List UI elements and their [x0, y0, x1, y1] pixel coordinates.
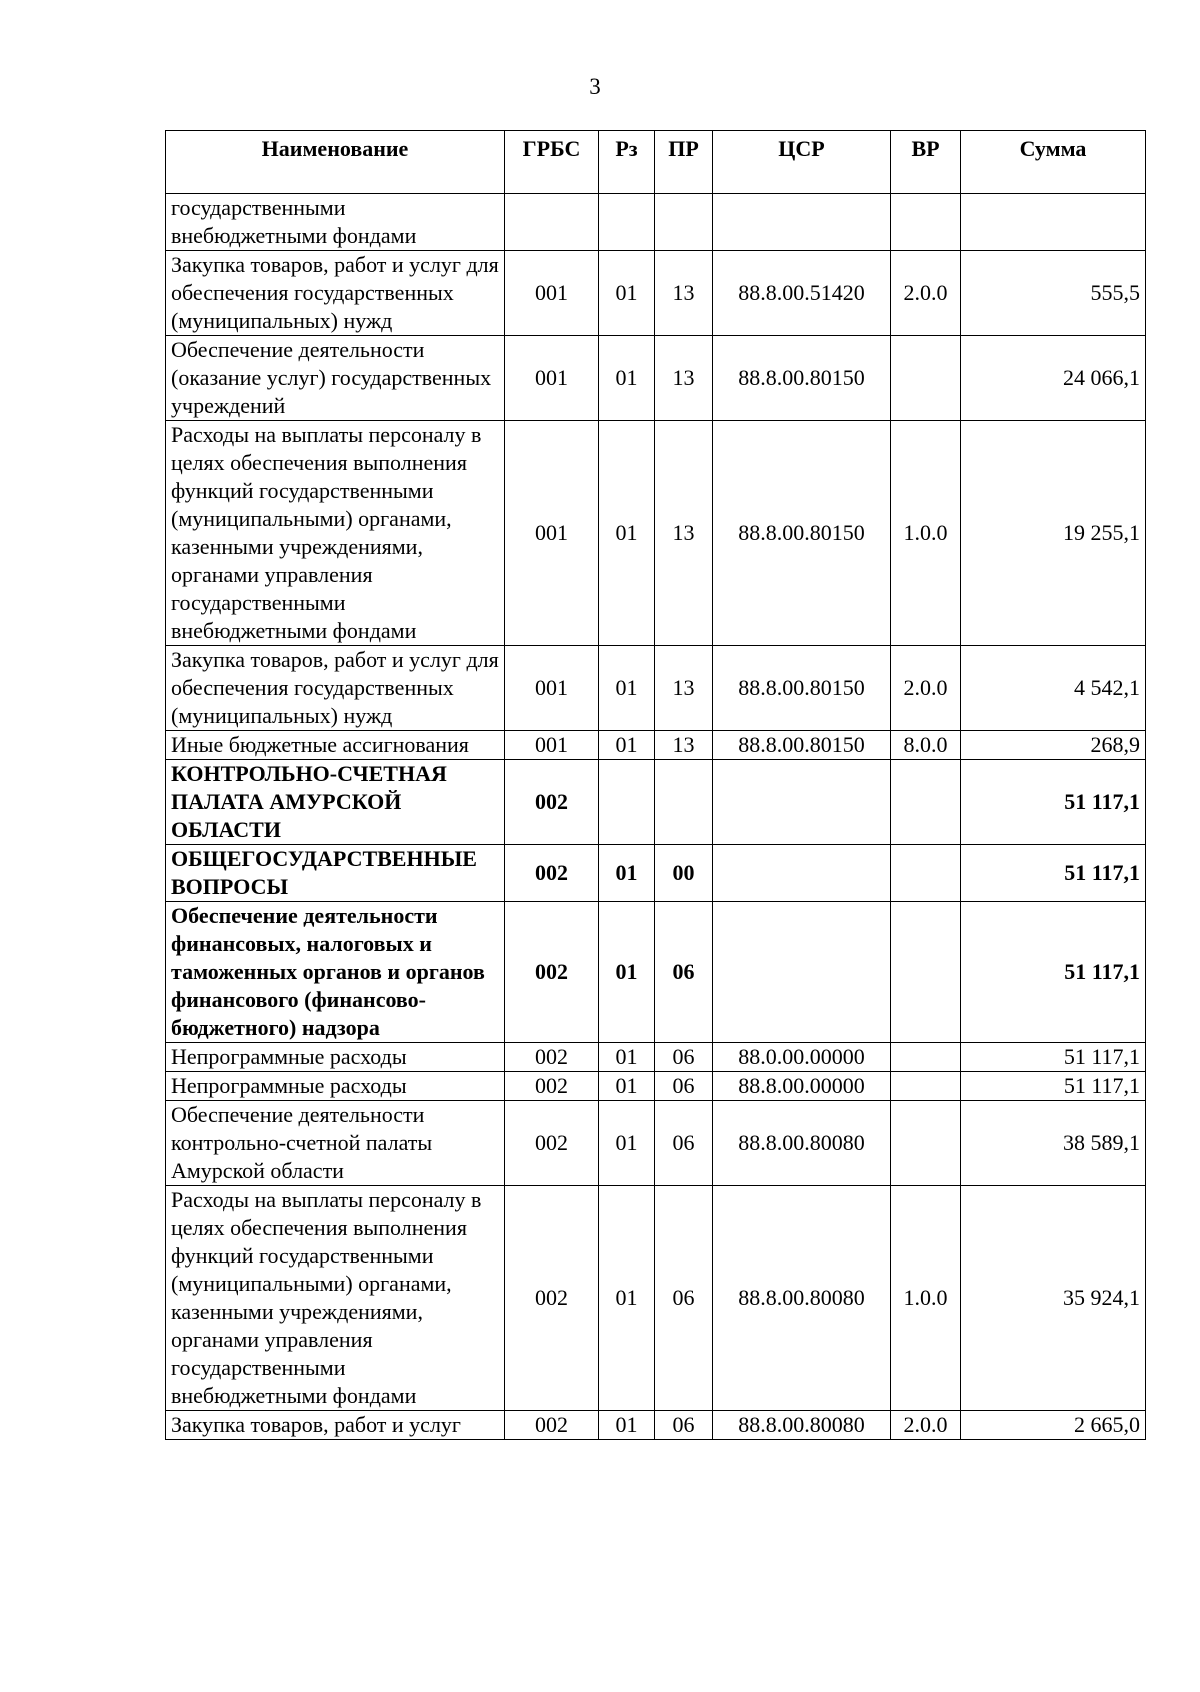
cell-name: Обеспечение деятельности финансовых, налоговых и таможенных органов и органов финансового (финансово-бюджетного) надзора — [166, 902, 505, 1043]
cell-sum: 51 117,1 — [961, 1043, 1146, 1072]
cell-rz: 01 — [599, 251, 655, 336]
cell-name: КОНТРОЛЬНО-СЧЕТНАЯ ПАЛАТА АМУРСКОЙ ОБЛАСТИ — [166, 760, 505, 845]
cell-vr — [891, 760, 961, 845]
cell-rz — [599, 194, 655, 251]
table-row — [166, 646, 1146, 731]
header-pr: ПР — [655, 131, 713, 194]
cell-grbs: 002 — [505, 1072, 599, 1101]
cell-csr — [713, 760, 891, 845]
page-number: 3 — [589, 74, 601, 99]
budget-table — [165, 130, 1146, 1440]
cell-rz: 01 — [599, 1043, 655, 1072]
cell-rz: 01 — [599, 902, 655, 1043]
cell-pr: 06 — [655, 1411, 713, 1440]
cell-grbs — [505, 194, 599, 251]
cell-csr: 88.8.00.80150 — [713, 646, 891, 731]
cell-name: Обеспечение деятельности (оказание услуг) государственных учреждений — [166, 336, 505, 421]
cell-csr: 88.8.00.80080 — [713, 1101, 891, 1186]
cell-vr — [891, 194, 961, 251]
cell-rz: 01 — [599, 845, 655, 902]
cell-pr: 13 — [655, 421, 713, 646]
cell-pr: 13 — [655, 646, 713, 731]
cell-grbs: 001 — [505, 336, 599, 421]
cell-csr — [713, 902, 891, 1043]
table-header-row — [166, 131, 1146, 194]
cell-pr: 00 — [655, 845, 713, 902]
cell-sum: 24 066,1 — [961, 336, 1146, 421]
cell-pr: 06 — [655, 1186, 713, 1411]
cell-sum: 38 589,1 — [961, 1101, 1146, 1186]
cell-vr: 2.0.0 — [891, 1411, 961, 1440]
cell-vr — [891, 845, 961, 902]
cell-grbs: 001 — [505, 421, 599, 646]
header-csr: ЦСР — [713, 131, 891, 194]
cell-rz: 01 — [599, 1411, 655, 1440]
table-row — [166, 1186, 1146, 1411]
cell-rz: 01 — [599, 421, 655, 646]
cell-csr — [713, 845, 891, 902]
cell-vr — [891, 1072, 961, 1101]
table-row — [166, 251, 1146, 336]
cell-vr: 8.0.0 — [891, 731, 961, 760]
cell-csr: 88.8.00.51420 — [713, 251, 891, 336]
cell-vr: 2.0.0 — [891, 251, 961, 336]
cell-vr — [891, 336, 961, 421]
table-row — [166, 194, 1146, 251]
cell-sum: 51 117,1 — [961, 1072, 1146, 1101]
cell-grbs: 002 — [505, 902, 599, 1043]
header-vr: ВР — [891, 131, 961, 194]
cell-sum — [961, 194, 1146, 251]
cell-sum: 35 924,1 — [961, 1186, 1146, 1411]
cell-sum: 2 665,0 — [961, 1411, 1146, 1440]
table-row — [166, 1101, 1146, 1186]
cell-rz: 01 — [599, 1101, 655, 1186]
cell-vr: 1.0.0 — [891, 1186, 961, 1411]
cell-csr: 88.8.00.80150 — [713, 421, 891, 646]
cell-pr: 06 — [655, 1072, 713, 1101]
cell-name: Непрограммные расходы — [166, 1072, 505, 1101]
cell-grbs: 001 — [505, 646, 599, 731]
cell-csr: 88.8.00.00000 — [713, 1072, 891, 1101]
cell-grbs: 001 — [505, 731, 599, 760]
header-sum: Сумма — [961, 131, 1146, 194]
cell-csr: 88.0.00.00000 — [713, 1043, 891, 1072]
table-row — [166, 336, 1146, 421]
cell-sum: 51 117,1 — [961, 902, 1146, 1043]
cell-name: ОБЩЕГОСУДАРСТВЕННЫЕ ВОПРОСЫ — [166, 845, 505, 902]
cell-grbs: 002 — [505, 1101, 599, 1186]
cell-pr — [655, 194, 713, 251]
header-name: Наименование — [166, 131, 505, 194]
cell-name: Расходы на выплаты персоналу в целях обеспечения выполнения функций государственными (муниципальными) органами, казенными учреждениями, органами управления государственными внебюджетными фондами — [166, 421, 505, 646]
cell-sum: 4 542,1 — [961, 646, 1146, 731]
cell-name: Непрограммные расходы — [166, 1043, 505, 1072]
cell-rz: 01 — [599, 646, 655, 731]
table-row — [166, 1043, 1146, 1072]
cell-rz: 01 — [599, 731, 655, 760]
cell-pr: 06 — [655, 1101, 713, 1186]
cell-name: Обеспечение деятельности контрольно-счетной палаты Амурской области — [166, 1101, 505, 1186]
cell-name: Расходы на выплаты персоналу в целях обеспечения выполнения функций государственными (муниципальными) органами, казенными учреждениями, органами управления государственными внебюджетными фондами — [166, 1186, 505, 1411]
cell-grbs: 002 — [505, 1411, 599, 1440]
cell-sum: 51 117,1 — [961, 760, 1146, 845]
cell-vr — [891, 1101, 961, 1186]
cell-grbs: 002 — [505, 845, 599, 902]
table-row — [166, 1072, 1146, 1101]
cell-grbs: 002 — [505, 1186, 599, 1411]
cell-name: Закупка товаров, работ и услуг для обеспечения государственных (муниципальных) нужд — [166, 646, 505, 731]
table-row — [166, 731, 1146, 760]
table-row — [166, 760, 1146, 845]
cell-name: государственными внебюджетными фондами — [166, 194, 505, 251]
cell-csr: 88.8.00.80080 — [713, 1411, 891, 1440]
cell-csr — [713, 194, 891, 251]
table-row — [166, 902, 1146, 1043]
cell-rz: 01 — [599, 1186, 655, 1411]
cell-pr: 13 — [655, 336, 713, 421]
header-grbs: ГРБС — [505, 131, 599, 194]
cell-name: Закупка товаров, работ и услуг — [166, 1411, 505, 1440]
cell-pr — [655, 760, 713, 845]
cell-grbs: 002 — [505, 1043, 599, 1072]
cell-vr: 2.0.0 — [891, 646, 961, 731]
table-row — [166, 845, 1146, 902]
cell-pr: 13 — [655, 731, 713, 760]
cell-csr: 88.8.00.80080 — [713, 1186, 891, 1411]
table-row — [166, 421, 1146, 646]
cell-pr: 06 — [655, 1043, 713, 1072]
cell-vr — [891, 1043, 961, 1072]
cell-sum: 555,5 — [961, 251, 1146, 336]
cell-rz: 01 — [599, 336, 655, 421]
cell-grbs: 002 — [505, 760, 599, 845]
table-body — [166, 194, 1146, 1440]
cell-pr: 13 — [655, 251, 713, 336]
cell-csr: 88.8.00.80150 — [713, 336, 891, 421]
cell-sum: 19 255,1 — [961, 421, 1146, 646]
cell-rz — [599, 760, 655, 845]
cell-vr: 1.0.0 — [891, 421, 961, 646]
cell-rz: 01 — [599, 1072, 655, 1101]
cell-csr: 88.8.00.80150 — [713, 731, 891, 760]
cell-vr — [891, 902, 961, 1043]
cell-name: Закупка товаров, работ и услуг для обеспечения государственных (муниципальных) нужд — [166, 251, 505, 336]
cell-grbs: 001 — [505, 251, 599, 336]
cell-pr: 06 — [655, 902, 713, 1043]
cell-sum: 268,9 — [961, 731, 1146, 760]
table-row — [166, 1411, 1146, 1440]
cell-sum: 51 117,1 — [961, 845, 1146, 902]
header-rz: Рз — [599, 131, 655, 194]
cell-name: Иные бюджетные ассигнования — [166, 731, 505, 760]
